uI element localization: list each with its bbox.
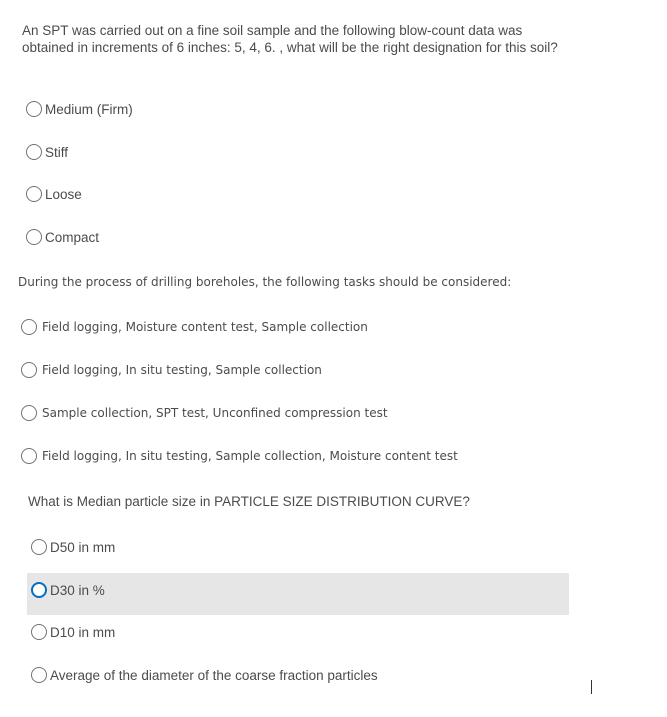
radio-button[interactable] bbox=[31, 624, 47, 640]
option-label: Stiff bbox=[45, 144, 69, 160]
question-2-option-2[interactable] bbox=[21, 360, 322, 380]
option-label: D10 in mm bbox=[50, 624, 116, 640]
question-3-text: What is Median particle size in PARTICLE SIZE DISTRIBUTION CURVE? bbox=[28, 494, 470, 509]
option-label: Loose bbox=[45, 186, 82, 202]
option-label: D50 in mm bbox=[50, 539, 116, 555]
question-2-option-4[interactable] bbox=[21, 446, 458, 466]
hovered-option-highlight bbox=[27, 573, 569, 615]
option-label: Field logging, Moisture content test, Sample collection bbox=[42, 320, 368, 334]
radio-button[interactable] bbox=[21, 362, 37, 378]
option-label: D30 in % bbox=[50, 582, 105, 598]
question-3-option-1[interactable] bbox=[31, 537, 115, 557]
question-3-option-2[interactable] bbox=[31, 580, 105, 600]
radio-button[interactable] bbox=[26, 229, 42, 245]
option-label: Medium (Firm) bbox=[45, 101, 133, 117]
question-1-option-2[interactable] bbox=[26, 142, 68, 162]
option-label: Sample collection, SPT test, Unconfined compression test bbox=[42, 406, 388, 420]
question-1-option-3[interactable] bbox=[26, 184, 82, 204]
radio-button[interactable] bbox=[21, 405, 37, 421]
radio-button[interactable] bbox=[26, 101, 42, 117]
radio-button[interactable] bbox=[21, 448, 37, 464]
option-label: Compact bbox=[45, 229, 100, 245]
option-label: Average of the diameter of the coarse fraction particles bbox=[50, 667, 378, 683]
question-2-option-1[interactable] bbox=[21, 317, 368, 337]
question-1-option-1[interactable] bbox=[26, 99, 133, 119]
text-cursor bbox=[591, 680, 592, 694]
option-label: Field logging, In situ testing, Sample collection bbox=[42, 363, 322, 377]
question-1-option-4[interactable] bbox=[26, 227, 99, 247]
option-label: Field logging, In situ testing, Sample collection, Moisture content test bbox=[42, 449, 458, 463]
question-3-option-4[interactable] bbox=[31, 665, 378, 685]
radio-button[interactable] bbox=[21, 319, 37, 335]
radio-button[interactable] bbox=[26, 144, 42, 160]
radio-button[interactable] bbox=[31, 539, 47, 555]
radio-button[interactable] bbox=[31, 667, 47, 683]
question-1-text: An SPT was carried out on a fine soil sample and the following blow-count data was obtained in increments of 6 inches: 5, 4, 6. , what will be the right designation for this soil? bbox=[22, 23, 558, 55]
question-3-option-3[interactable] bbox=[31, 622, 115, 642]
question-2-option-3[interactable] bbox=[21, 403, 388, 423]
radio-button[interactable] bbox=[26, 186, 42, 202]
question-2-text: During the process of drilling boreholes, the following tasks should be considered: bbox=[18, 275, 512, 289]
radio-button[interactable] bbox=[31, 582, 47, 598]
